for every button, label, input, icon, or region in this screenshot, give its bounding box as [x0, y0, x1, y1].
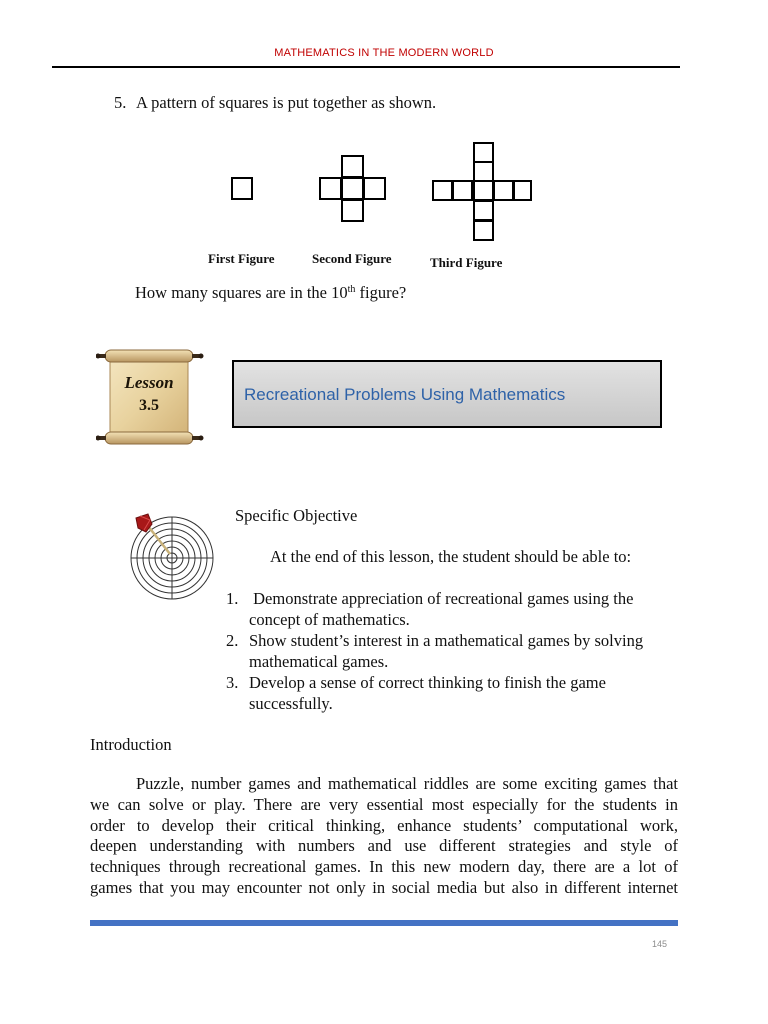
objective-item: [226, 631, 686, 672]
figure-3-square: [433, 181, 452, 200]
ask-suffix: figure?: [355, 283, 407, 302]
figure-label-second: Second Figure: [312, 251, 392, 266]
footer-bar: [90, 920, 678, 926]
objective-item-number: 1.: [226, 589, 239, 608]
paragraph-line: techniques through recreational games. In this new modern day, there are a lot of: [90, 857, 678, 877]
figure-2-square: [342, 200, 363, 221]
figure-3-square: [453, 181, 472, 200]
objective-intro: At the end of this lesson, the student should be able to:: [270, 547, 632, 566]
figure-3-square: [514, 181, 531, 200]
figure-3-square: [474, 143, 493, 162]
lesson-scroll-badge: [96, 346, 204, 450]
figure-label-third: Third Figure: [430, 255, 503, 270]
paragraph-line: games that you may encounter not only in social media but also in different internet: [90, 877, 678, 897]
figure-2-square: [320, 178, 341, 199]
target-dart-icon: [126, 508, 218, 600]
ask-superscript: th: [347, 284, 356, 295]
objective-item-line: Develop a sense of correct thinking to finish the game: [249, 673, 606, 692]
paragraph-line: deepen understanding with numbers and use different strategies and style of: [90, 836, 678, 856]
ask-prefix: How many squares are in the 10: [135, 283, 348, 302]
lesson-badge-number: 3.5: [139, 397, 159, 414]
square-pattern-figures: [0, 0, 768, 260]
question-ask: [135, 283, 406, 303]
figure-2-square: [342, 156, 363, 177]
objective-heading: Specific Objective: [235, 506, 358, 525]
paragraph-line: we can solve or play. There are very essential most especially for the students in: [90, 794, 678, 814]
objective-item: [226, 589, 686, 630]
paragraph-line: order to develop their critical thinking, enhance students’ computational work,: [90, 815, 678, 835]
objective-item-line: successfully.: [249, 693, 333, 713]
figure-3-square: [474, 221, 493, 240]
question-text: A pattern of squares is put together as shown.: [136, 93, 437, 112]
objective-item-line: Demonstrate appreciation of recreational games using the: [249, 589, 634, 608]
lesson-badge-word: Lesson: [124, 373, 174, 392]
objective-item-number: 2.: [226, 631, 239, 650]
figure-3-square: [474, 181, 493, 200]
figure-3-square: [494, 181, 513, 200]
objective-item: [226, 673, 686, 714]
figure-3-square: [474, 201, 493, 220]
running-header: MATHEMATICS IN THE MODERN WORLD: [274, 47, 494, 59]
question-number: 5.: [114, 93, 127, 112]
objective-item-line: mathematical games.: [249, 651, 389, 671]
figure-1-square: [232, 178, 252, 199]
figure-label-first: First Figure: [208, 251, 275, 266]
figure-2-square: [342, 178, 363, 199]
lesson-title: Recreational Problems Using Mathematics: [244, 385, 566, 404]
figure-3-square: [474, 162, 493, 181]
introduction-paragraph: [90, 774, 678, 899]
paragraph-line: Puzzle, number games and mathematical riddles are some exciting games that: [136, 774, 678, 793]
introduction-heading: Introduction: [90, 735, 172, 754]
page-number: 145: [652, 939, 668, 949]
figure-2-square: [364, 178, 385, 199]
objective-item-number: 3.: [226, 673, 239, 692]
objective-item-line: concept of mathematics.: [249, 609, 410, 629]
objective-item-line: Show student’s interest in a mathematical games by solving: [249, 631, 644, 650]
